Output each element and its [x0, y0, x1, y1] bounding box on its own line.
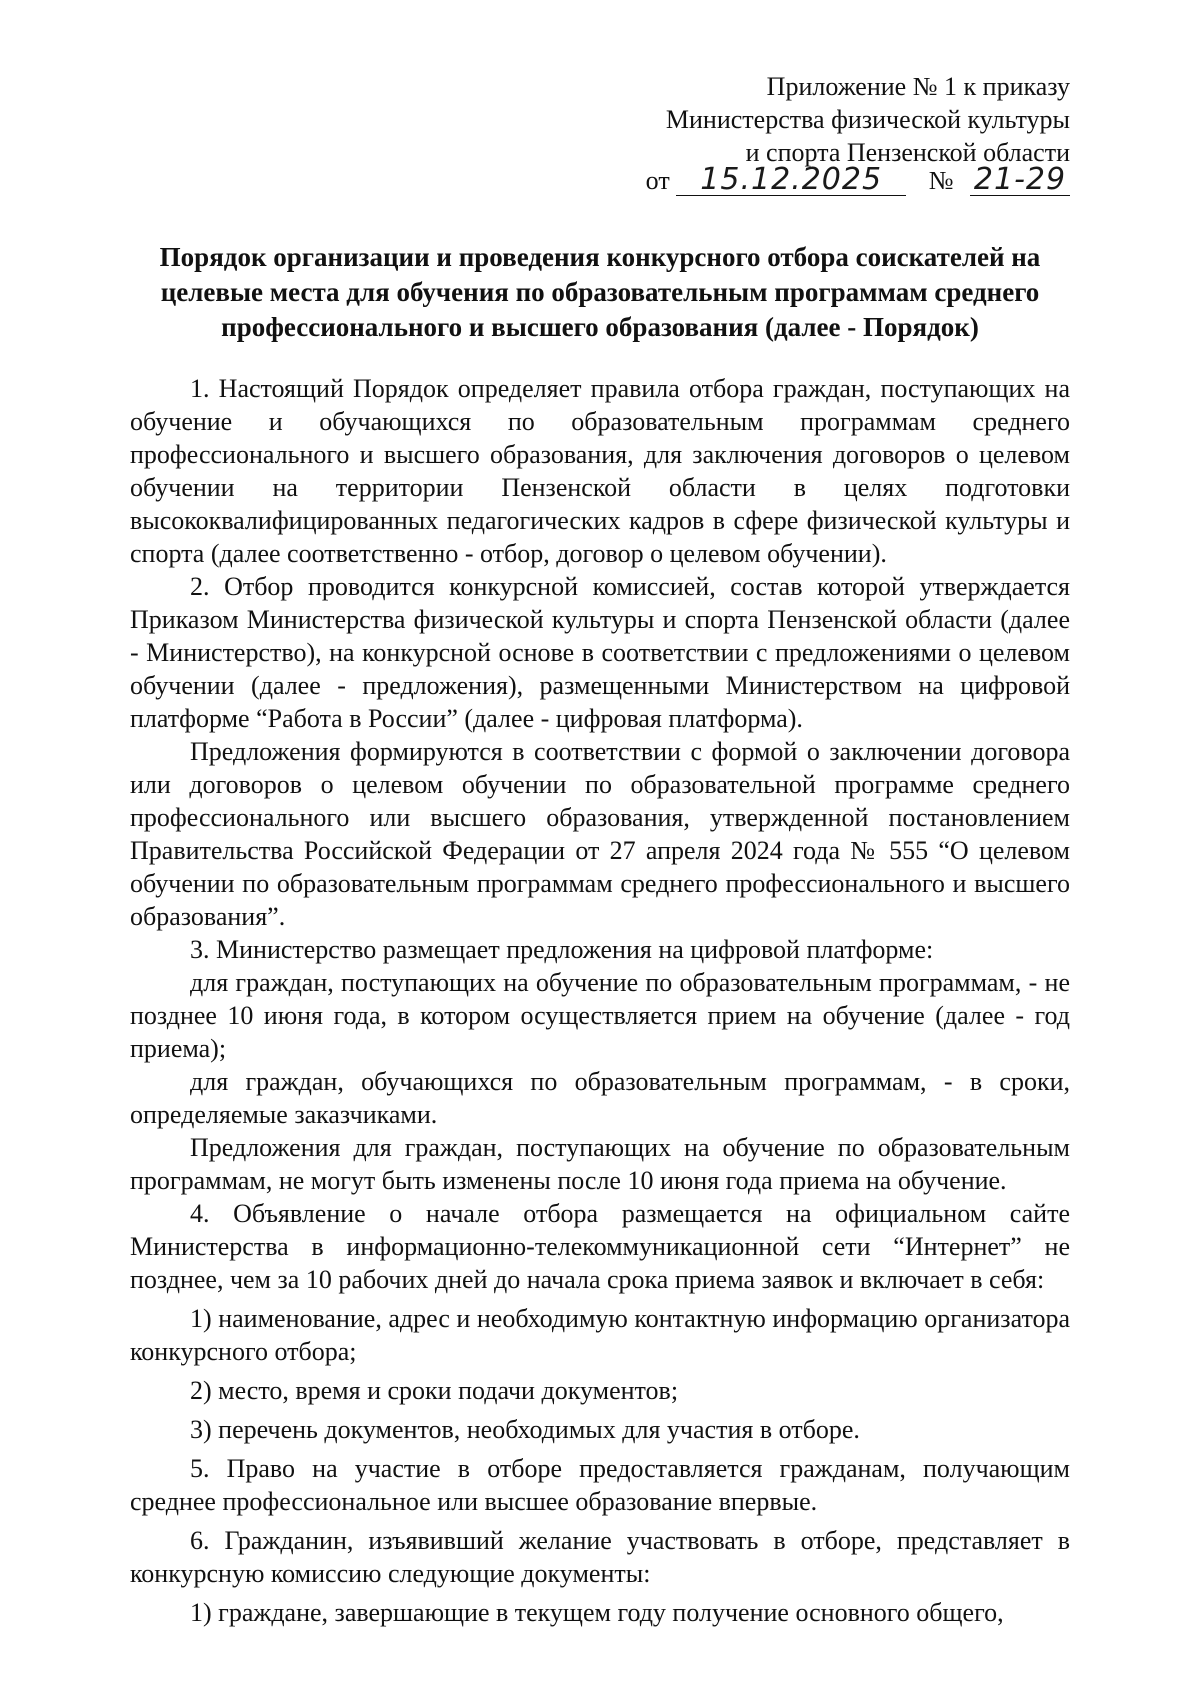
date-prefix: от — [645, 166, 670, 195]
document-body — [130, 372, 1070, 1629]
handwritten-date: 15.12.2025 — [676, 165, 906, 196]
number-sign: № — [928, 166, 954, 195]
paragraph: 1. Настоящий Порядок определяет правила отбора граждан, поступающих на обучение и обучающихся по образовательным программам среднего профессионального и высшего образования, для заключения договоров о целевом обучении на территории Пензенской области в целях подготовки высококвалифицированных педагогических кадров в сфере физической культуры и спорта (далее соответственно - отбор, договор о целевом обучении). — [130, 374, 1070, 568]
paragraph: 4. Объявление о начале отбора размещается на официальном сайте Министерства в информационно-телекоммуникационной сети “Интернет” не позднее, чем за 10 рабочих дней до начала срока приема заявок и включает в себя: — [130, 1199, 1070, 1294]
order-date-number — [646, 164, 1070, 197]
paragraph: 6. Гражданин, изъявивший желание участвовать в отборе, представляет в конкурсную комиссию следующие документы: — [130, 1526, 1070, 1588]
paragraph: 3. Министерство размещает предложения на цифровой платформе: — [190, 935, 934, 964]
paragraph: для граждан, поступающих на обучение по образовательным программам, - не позднее 10 июня года, в котором осуществляется прием на обучение (далее - год приема); — [130, 968, 1070, 1063]
paragraph: 1) граждане, завершающие в текущем году получение основного общего, — [190, 1598, 1004, 1627]
paragraph: 1) наименование, адрес и необходимую контактную информацию организатора конкурсного отбора; — [130, 1304, 1070, 1366]
paragraph: Предложения для граждан, поступающих на обучение по образовательным программам, не могут быть изменены после 10 июня года приема на обучение. — [130, 1133, 1070, 1195]
paragraph: 3) перечень документов, необходимых для участия в отборе. — [190, 1415, 860, 1444]
document-title: Порядок организации и проведения конкурсного отбора соискателей на целевые места для обучения по образовательным программам среднего профессионального и высшего образования (далее - Порядок) — [159, 242, 1041, 342]
paragraph: Предложения формируются в соответствии с формой о заключении договора или договоров о целевом обучении по образовательной программе среднего профессионального или высшего образования, утвержденной постановлением Правительства Российской Федерации от 27 апреля 2024 года № 555 “О целевом обучении по образовательным программам среднего профессионального и высшего образования”. — [130, 737, 1070, 931]
header-line-2: Министерства физической культуры — [665, 105, 1070, 134]
handwritten-number: 21-29 — [970, 165, 1070, 196]
paragraph: 2) место, время и сроки подачи документов; — [190, 1376, 679, 1405]
paragraph: 5. Право на участие в отборе предоставляется гражданам, получающим среднее профессиональное или высшее образование впервые. — [130, 1454, 1070, 1516]
header-line-3: и спорта Пензенской области — [745, 138, 1070, 167]
paragraph: 2. Отбор проводится конкурсной комиссией, состав которой утверждается Приказом Министерства физической культуры и спорта Пензенской области (далее - Министерство), на конкурсной основе в соответствии с предложениями о целевом обучении (далее - предложения), размещенными Министерством на цифровой платформе “Работа в России” (далее - цифровая платформа). — [130, 572, 1070, 733]
header-line-1: Приложение № 1 к приказу — [766, 72, 1070, 101]
appendix-header — [666, 70, 1070, 169]
paragraph: для граждан, обучающихся по образовательным программам, - в сроки, определяемые заказчиками. — [130, 1067, 1070, 1129]
